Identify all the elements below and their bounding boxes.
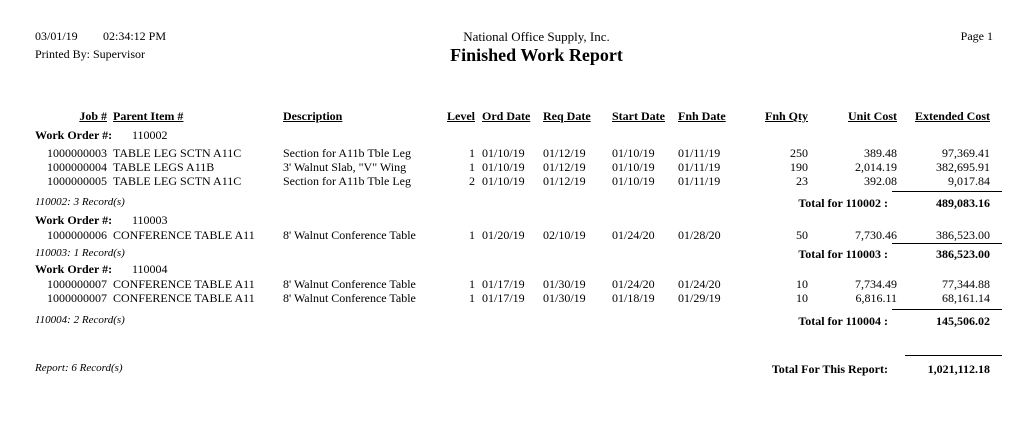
col-ext-cost: Extended Cost [914, 109, 990, 123]
cell-desc: 8' Walnut Conference Table [283, 291, 416, 305]
cell-start: 01/10/19 [612, 174, 655, 188]
section-total-value: 145,506.02 [936, 314, 990, 328]
work-order-number: 110002 [132, 128, 168, 142]
section-total-label: Total for 110003 : [798, 247, 888, 261]
cell-req: 01/30/19 [543, 291, 586, 305]
cell-desc: 8' Walnut Conference Table [283, 277, 416, 291]
cell-qty: 250 [790, 146, 808, 160]
report-title: Finished Work Report [450, 45, 623, 65]
cell-fnh: 01/11/19 [678, 146, 721, 160]
report-total-value: 1,021,112.18 [927, 362, 990, 376]
cell-level: 2 [469, 174, 475, 188]
table-row [0, 278, 1031, 292]
table-row [0, 292, 1031, 306]
table-row [0, 229, 1031, 243]
work-order-header [0, 214, 1031, 228]
section-record-count: 110004: 2 Record(s) [35, 314, 125, 326]
printed-by: Printed By: Supervisor [35, 47, 145, 61]
cell-parent: TABLE LEG SCTN A11C [113, 174, 242, 188]
cell-job: 1000000005 [47, 174, 107, 188]
cell-level: 1 [469, 146, 475, 160]
section-total-label: Total for 110004 : [798, 314, 888, 328]
cell-ext: 382,695.91 [936, 160, 990, 174]
section-summary [0, 248, 1031, 262]
work-order-header [0, 129, 1031, 143]
cell-desc: Section for A11b Tble Leg [283, 146, 411, 160]
print-time: 02:34:12 PM [103, 29, 167, 43]
cell-req: 01/12/19 [543, 160, 586, 174]
cell-job: 1000000007 [47, 291, 107, 305]
cell-qty: 190 [790, 160, 808, 174]
cell-fnh: 01/28/20 [678, 228, 721, 242]
cell-level: 1 [469, 291, 475, 305]
column-header-row [0, 110, 1031, 124]
cell-start: 01/18/19 [612, 291, 655, 305]
report-summary [0, 363, 1031, 377]
cell-ext: 386,523.00 [936, 228, 990, 242]
total-rule [892, 243, 1002, 244]
table-row [0, 147, 1031, 161]
cell-ext: 77,344.88 [942, 277, 990, 291]
section-record-count: 110003: 1 Record(s) [35, 247, 125, 259]
company-name: National Office Supply, Inc. [463, 29, 610, 44]
cell-start: 01/24/20 [612, 228, 655, 242]
report-total-rule [905, 355, 1002, 356]
cell-level: 1 [469, 228, 475, 242]
cell-ord: 01/17/19 [482, 277, 525, 291]
cell-parent: CONFERENCE TABLE A11 [113, 228, 255, 242]
cell-parent: CONFERENCE TABLE A11 [113, 291, 255, 305]
cell-start: 01/10/19 [612, 160, 655, 174]
cell-qty: 10 [796, 277, 808, 291]
section-total-value: 386,523.00 [936, 247, 990, 261]
section-summary [0, 197, 1031, 211]
cell-start: 01/24/20 [612, 277, 655, 291]
col-start-date: Start Date [612, 109, 665, 123]
cell-req: 01/12/19 [543, 174, 586, 188]
cell-req: 01/30/19 [543, 277, 586, 291]
cell-job: 1000000003 [47, 146, 107, 160]
cell-desc: Section for A11b Tble Leg [283, 174, 411, 188]
cell-req: 01/12/19 [543, 146, 586, 160]
cell-parent: CONFERENCE TABLE A11 [113, 277, 255, 291]
work-order-label: Work Order #: [35, 262, 113, 276]
cell-job: 1000000006 [47, 228, 107, 242]
col-unit-cost: Unit Cost [847, 109, 897, 123]
table-row [0, 161, 1031, 175]
col-level: Level [447, 109, 475, 123]
col-fnh-qty: Fnh Qty [764, 109, 808, 123]
work-order-number: 110003 [132, 213, 168, 227]
cell-fnh: 01/11/19 [678, 160, 721, 174]
cell-ord: 01/20/19 [482, 228, 525, 242]
cell-parent: TABLE LEGS A11B [113, 160, 215, 174]
section-summary [0, 315, 1031, 329]
cell-qty: 10 [796, 291, 808, 305]
cell-req: 02/10/19 [543, 228, 586, 242]
col-parent: Parent Item # [113, 109, 184, 123]
cell-unit: 392.08 [864, 174, 897, 188]
cell-qty: 50 [796, 228, 808, 242]
work-order-number: 110004 [132, 262, 168, 276]
table-row [0, 175, 1031, 189]
section-total-value: 489,083.16 [936, 196, 990, 210]
cell-qty: 23 [796, 174, 808, 188]
col-fnh-date: Fnh Date [678, 109, 726, 123]
section-total-label: Total for 110002 : [798, 196, 888, 210]
cell-unit: 7,734.49 [855, 277, 897, 291]
cell-ext: 68,161.14 [942, 291, 990, 305]
cell-ord: 01/10/19 [482, 146, 525, 160]
work-order-header [0, 263, 1031, 277]
report-record-count: Report: 6 Record(s) [35, 362, 123, 374]
cell-unit: 2,014.19 [855, 160, 897, 174]
cell-unit: 389.48 [864, 146, 897, 160]
cell-level: 1 [469, 277, 475, 291]
cell-ext: 97,369.41 [942, 146, 990, 160]
print-date: 03/01/19 [35, 29, 78, 43]
total-rule [892, 191, 1002, 192]
cell-ord: 01/10/19 [482, 160, 525, 174]
col-req-date: Req Date [543, 109, 591, 123]
report-total-label: Total For This Report: [771, 362, 888, 376]
cell-fnh: 01/11/19 [678, 174, 721, 188]
cell-unit: 6,816.11 [855, 291, 897, 305]
cell-desc: 3' Walnut Slab, "V" Wing [283, 160, 407, 174]
cell-job: 1000000004 [47, 160, 107, 174]
cell-ext: 9,017.84 [948, 174, 990, 188]
work-order-label: Work Order #: [35, 213, 113, 227]
total-rule [892, 309, 1002, 310]
page-number: Page 1 [960, 29, 993, 43]
cell-ord: 01/10/19 [482, 174, 525, 188]
cell-fnh: 01/24/20 [678, 277, 721, 291]
cell-parent: TABLE LEG SCTN A11C [113, 146, 242, 160]
section-record-count: 110002: 3 Record(s) [35, 196, 125, 208]
cell-ord: 01/17/19 [482, 291, 525, 305]
cell-job: 1000000007 [47, 277, 107, 291]
col-desc: Description [283, 109, 343, 123]
cell-start: 01/10/19 [612, 146, 655, 160]
col-ord-date: Ord Date [482, 109, 531, 123]
work-order-label: Work Order #: [35, 128, 113, 142]
cell-desc: 8' Walnut Conference Table [283, 228, 416, 242]
cell-level: 1 [469, 160, 475, 174]
cell-unit: 7,730.46 [855, 228, 897, 242]
cell-fnh: 01/29/19 [678, 291, 721, 305]
col-job: Job # [79, 109, 107, 123]
